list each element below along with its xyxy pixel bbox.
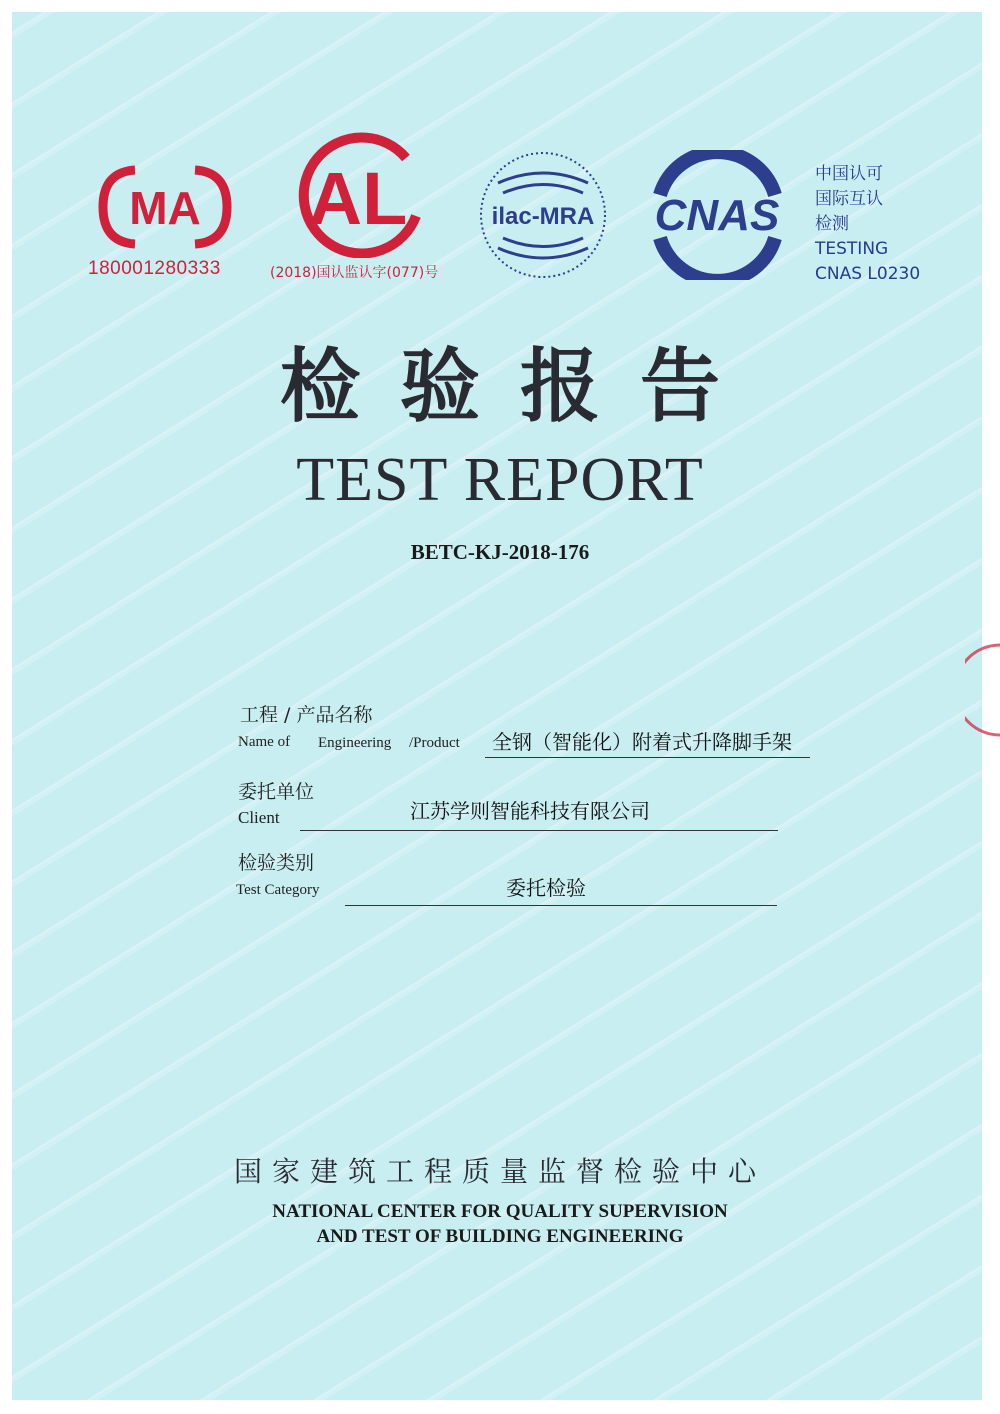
cnas-logo-text: CNAS [654, 191, 780, 240]
ilac-mra-logo [468, 148, 618, 283]
title-english: TEST REPORT [296, 446, 704, 514]
client-value: 江苏学则智能科技有限公司 [410, 799, 650, 823]
client-label-en: Client [238, 808, 280, 827]
organization-name-en-line1: NATIONAL CENTER FOR QUALITY SUPERVISION [272, 1201, 728, 1222]
product-label-cn: 工程 / 产品名称 [240, 704, 373, 726]
product-value: 全钢（智能化）附着式升降脚手架 [492, 730, 792, 754]
category-label-cn: 检验类别 [238, 852, 315, 874]
product-label-en-1: Name of [238, 734, 291, 750]
title-chinese: 检验报告 [280, 340, 760, 433]
category-value: 委托检验 [506, 876, 586, 900]
organization-name-cn: 国家建筑工程质量监督检验中心 [233, 1155, 766, 1188]
cnas-accreditation-text [815, 162, 920, 287]
cnas-logo [635, 150, 800, 280]
cnas-line: TESTING [815, 239, 889, 259]
cnas-line: 检测 [815, 214, 849, 234]
product-underline [485, 757, 810, 758]
product-label-en-2: Engineering [318, 735, 392, 751]
category-label-en: Test Category [236, 882, 320, 898]
cnas-line: 国际互认 [815, 189, 883, 209]
seal-stamp [965, 640, 1000, 740]
cma-number: 180001280333 [88, 258, 221, 279]
client-label-cn: 委托单位 [238, 781, 315, 803]
category-underline [345, 905, 777, 906]
cma-logo [95, 162, 235, 252]
cal-number: (2018)国认监认字(077)号 [270, 265, 439, 281]
cnas-line: 中国认可 [815, 164, 883, 184]
report-number: BETC-KJ-2018-176 [410, 540, 590, 564]
cal-logo-text: AL [308, 157, 408, 240]
cnas-line: CNAS L0230 [815, 264, 921, 284]
product-label-en-3: /Product [409, 735, 460, 751]
client-underline [300, 830, 778, 831]
ilac-mra-text: ilac-MRA [491, 203, 595, 230]
organization-name-en-line2: AND TEST OF BUILDING ENGINEERING [316, 1226, 684, 1247]
cma-logo-text: MA [129, 182, 201, 234]
cal-logo [288, 128, 438, 258]
